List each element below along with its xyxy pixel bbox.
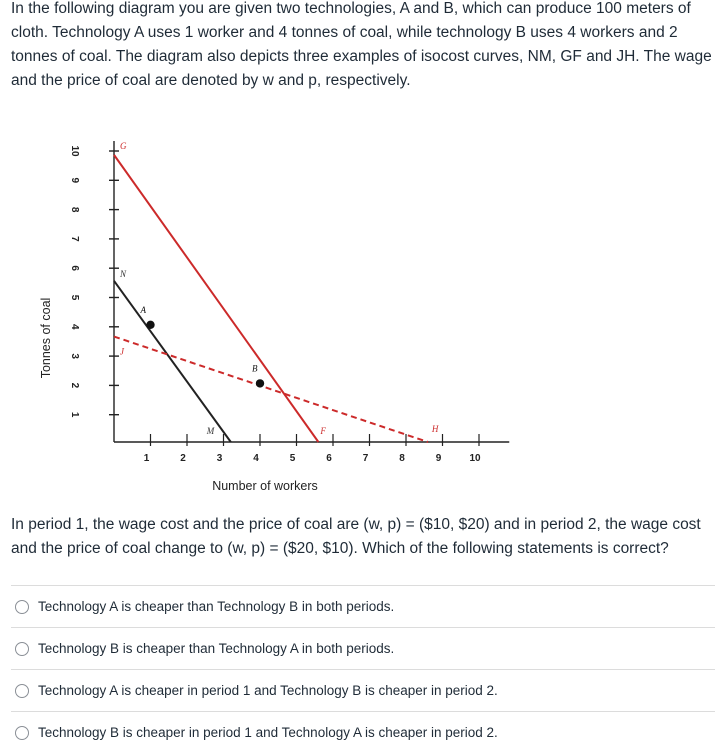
question-paragraph: In period 1, the wage cost and the price of coal are (w, p) = ($10, $20) and in period 2, the wage cost and the price of coal change to (w, p) = ($20, $10). Which of the following statements is correct? (11, 516, 701, 557)
y-axis-title: Tonnes of coal (39, 297, 53, 379)
isocost-line-jh (114, 337, 428, 442)
y-tick-label: 7 (69, 236, 80, 242)
y-tick-label: 2 (69, 382, 80, 389)
y-tick-label: 9 (69, 177, 80, 184)
y-tick-label: 5 (69, 294, 80, 301)
point-b-marker (256, 379, 264, 387)
point-label-n: N (120, 268, 127, 279)
point-label-f: F (320, 426, 326, 436)
option-3[interactable] (11, 669, 715, 711)
option-label: Technology B is cheaper than Technology A in both periods. (38, 641, 395, 656)
axes-layer (69, 141, 509, 464)
point-label-h: H (431, 424, 439, 434)
x-tick-label: 5 (289, 453, 296, 464)
series-layer (114, 155, 428, 442)
y-tick-label: 8 (69, 206, 80, 213)
y-tick-label: 1 (69, 411, 80, 418)
point-label-j: J (120, 346, 124, 357)
point-label-b: B (252, 363, 258, 374)
x-tick-label: 2 (180, 453, 186, 464)
x-tick-label: 6 (326, 453, 332, 464)
option-1[interactable] (11, 585, 715, 627)
point-label-a: A (140, 304, 146, 315)
x-tick-label: 10 (469, 453, 481, 464)
option-label: Technology A is cheaper than Technology B in both periods. (38, 599, 395, 614)
radio-button[interactable] (15, 684, 29, 698)
point-label-m: M (206, 426, 215, 436)
option-2[interactable] (11, 627, 715, 669)
point-label-g: G (120, 140, 127, 151)
x-tick-label: 9 (435, 453, 442, 464)
x-axis-title: Number of workers (212, 479, 318, 493)
intro-paragraph: In the following diagram you are given two technologies, A and B, which can produce 100 meters of cloth. Technology A uses 1 worker and 4 tonnes of coal, while technology B uses 4 workers and 2 tonnes of coal. The diagram also depicts three examples of isocost curves, NM, GF and JH. The wage and the price of coal are denoted by w and p, respectively. (11, 0, 712, 89)
isocost-line-gf (114, 155, 318, 442)
option-label: Technology A is cheaper in period 1 and Technology B is cheaper in period 2. (38, 683, 498, 698)
x-tick-label: 1 (143, 453, 150, 464)
x-tick-label: 7 (362, 453, 369, 464)
x-tick-label: 3 (216, 453, 223, 464)
point-a-marker (146, 321, 154, 329)
y-tick-label: 6 (69, 265, 80, 271)
x-tick-label: 4 (253, 453, 259, 464)
y-tick-label: 10 (69, 145, 80, 157)
y-tick-label: 3 (69, 353, 80, 359)
isocost-chart (30, 108, 520, 508)
radio-button[interactable] (15, 726, 29, 740)
radio-button[interactable] (15, 642, 29, 656)
isocost-line-nm (114, 281, 231, 442)
option-4[interactable] (11, 711, 715, 753)
answer-options (11, 585, 715, 753)
radio-button[interactable] (15, 600, 29, 614)
x-tick-label: 8 (399, 453, 405, 464)
y-tick-label: 4 (69, 324, 80, 330)
option-label: Technology B is cheaper in period 1 and Technology A is cheaper in period 2. (38, 725, 498, 740)
